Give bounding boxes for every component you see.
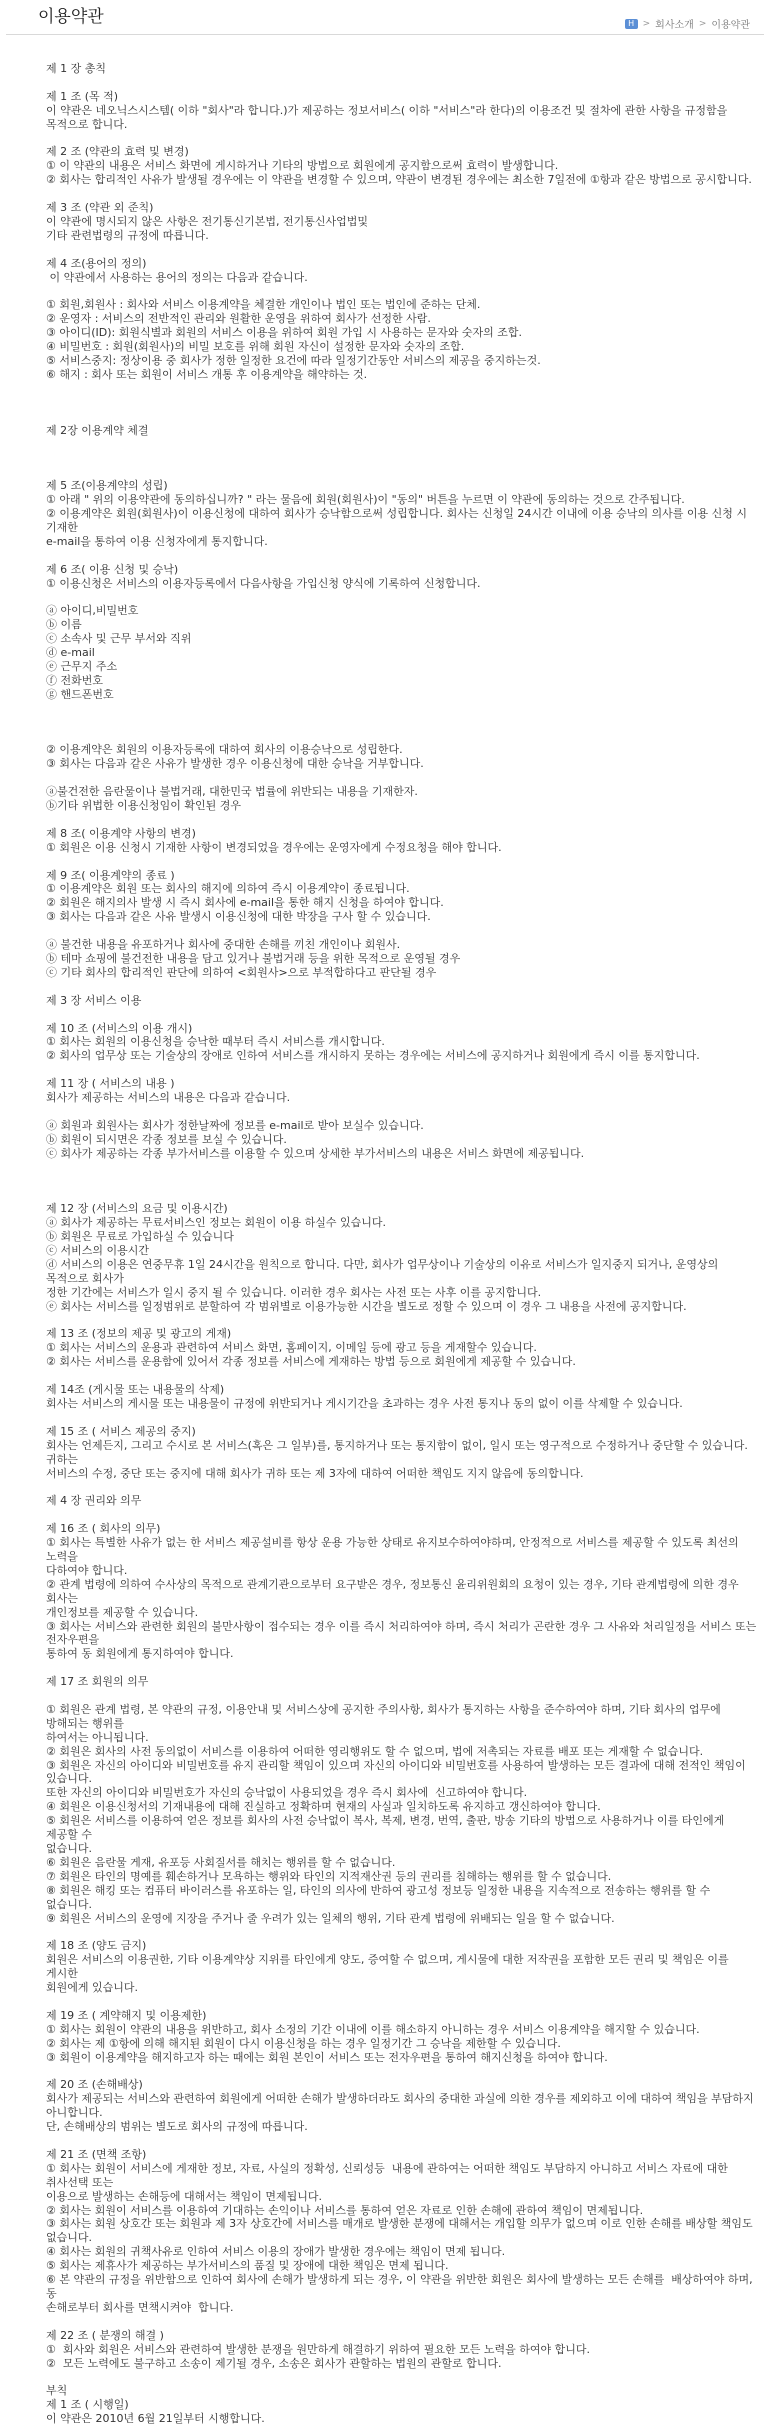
terms-line: ⑥ 본 약관의 규정을 위반함으로 인하여 회사에 손해가 발생하게 되는 경우, 이 약관을 위반한 회원은 회사에 발생하는 모든 손해를 배상하여야 하며, 동: [46, 2273, 757, 2300]
terms-line: 제 16 조 ( 회사의 의무): [46, 1522, 161, 1536]
terms-line: 제 21 조 (면책 조항): [46, 2147, 147, 2161]
terms-line: 제 20 조 (손해배상): [46, 2078, 143, 2092]
terms-line: ① 회사는 회원이 약관의 내용을 위반하고, 회사 소정의 기간 이내에 이를 해소하지 아니하는 경우 서비스 이용계약을 해지할 수 있습니다.: [46, 2022, 700, 2036]
terms-line: 제 18 조 (양도 금지): [46, 1939, 147, 1953]
terms-line: 제 9 조( 이용계약의 종료 ): [46, 868, 175, 882]
terms-line: ③ 회원은 자신의 아이디와 비밀번호를 유지 관리할 책임이 있으며 자신의 아이디와 비밀번호를 사용하여 발생하는 모든 결과에 대해 전적인 책임이 있습니다.: [46, 1758, 750, 1786]
terms-line: ⓑ 테마 쇼핑에 불건전한 내용을 담고 있거나 불법거래 등을 위한 목적으로 운영될 경우: [46, 952, 461, 965]
terms-line: ② 모든 노력에도 불구하고 소송이 제기될 경우, 소송은 회사가 관할하는 법원의 관할로 합니다.: [46, 2356, 502, 2370]
terms-line: [46, 1925, 758, 1939]
terms-line: 개인정보를 제공할 수 있습니다.: [46, 1605, 199, 1619]
page-title: 이용약관: [38, 7, 104, 27]
terms-line: ③ 회사는 회원 상호간 또는 회원과 제 3자 상호간에 서비스를 매개로 발생한 분쟁에 대해서는 개입할 의무가 없으며 이로 인한 손해를 배상할 책임도 없습니다.: [46, 2217, 757, 2245]
terms-line: ① 회원은 관계 법령, 본 약관의 규정, 이용안내 및 서비스상에 공지한 주의사항, 회사가 통지하는 사항을 준수하여야 하며, 기타 회사의 업무에 방해되는 행위를: [46, 1702, 725, 1730]
terms-line: ② 회사의 업무상 또는 기술상의 장애로 인하여 서비스를 개시하지 못하는 경우에는 서비스에 공지하거나 회원에게 즉시 이를 통지합니다.: [46, 1049, 700, 1063]
terms-line: 부칙: [46, 2384, 68, 2398]
terms-line: [46, 716, 758, 730]
terms-line: 하여서는 아니됩니다.: [46, 1730, 149, 1744]
terms-line: ⓐ 아이디,비밀번호: [46, 604, 139, 618]
terms-line: 회사가 제공하는 서비스의 내용은 다음과 같습니다.: [46, 1091, 291, 1105]
terms-line: [46, 1689, 758, 1703]
terms-line: ⑦ 회원은 타인의 명예를 훼손하거나 모욕하는 행위와 타인의 지적재산권 등의 권리를 침해하는 행위를 할 수 없습니다.: [46, 1869, 612, 1883]
terms-line: [46, 132, 758, 146]
terms-line: [46, 2065, 758, 2079]
terms-line: [46, 813, 758, 827]
terms-line: 제 5 조(이용계약의 성립): [46, 479, 168, 493]
terms-line: ⑤ 서비스중지: 정상이용 중 회사가 정한 일정한 요건에 따라 일정기간동안 서비스의 제공을 중지하는것.: [46, 354, 541, 368]
terms-line: ① 회사는 회원이 서비스에 게재한 정보, 자료, 사실의 정확성, 신뢰성등 내용에 관하여는 어떠한 책임도 부담하지 아니하고 서비스 자료에 대한 취사선택 또는: [46, 2161, 732, 2189]
terms-line: [46, 771, 758, 785]
terms-line: [46, 1188, 758, 1202]
terms-line: 제 10 조 (서비스의 이용 개시): [46, 1021, 193, 1035]
terms-line: 회원에게 있습니다.: [46, 1981, 139, 1995]
terms-line: ⑥ 회원은 음란물 게재, 유포등 사회질서를 해치는 행위를 할 수 없습니다.: [46, 1855, 396, 1869]
terms-line: ② 이용계약은 회원의 이용자등록에 대하여 회사의 이용승낙으로 성립한다.: [46, 743, 403, 757]
terms-line: 이용으로 발생하는 손해등에 대해서는 책임이 면제됩니다.: [46, 2189, 323, 2203]
terms-line: ① 이용계약은 회원 또는 회사의 해지에 의하여 즉시 이용계약이 종료됩니다.: [46, 882, 410, 896]
terms-line: 제 1 장 총칙: [46, 62, 106, 75]
terms-line: 회사가 제공되는 서비스와 관련하여 회원에게 어떠한 손해가 발생하더라도 회사의 중대한 과실에 의한 경우를 제외하고 이에 대하여 책임을 부담하지 아니합니다.: [46, 2092, 758, 2120]
terms-line: [46, 437, 758, 451]
terms-line: ⓔ 회사는 서비스를 일정범위로 분할하여 각 범위별로 이용가능한 시간을 별도로 정할 수 있으며 이 경우 그 내용을 사전에 공지합니다.: [46, 1299, 687, 1313]
terms-line: [46, 243, 758, 257]
terms-line: ④ 회사는 회원의 귀책사유로 인하여 서비스 이용의 장애가 발생한 경우에는 책임이 면제 됩니다.: [46, 2245, 506, 2259]
terms-line: 또한 자신의 아이디와 비밀번호가 자신의 승낙없이 사용되었을 경우 즉시 회사에 신고하여야 합니다.: [46, 1786, 528, 1800]
terms-line: 제 2장 이용계약 체결: [46, 423, 149, 437]
terms-line: [46, 1661, 758, 1675]
terms-line: ⑤ 회원은 서비스를 이용하여 얻은 정보를 회사의 사전 승낙없이 복사, 복제, 변경, 번역, 출판, 방송 기타의 방법으로 사용하거나 이를 타인에게 제공할 수: [46, 1814, 728, 1842]
terms-line: 이 약관은 네오닉스시스템( 이하 "회사"라 합니다.)가 제공하는 정보서비스( 이하 "서비스"라 한다)의 이용조건 및 절차에 관한 사항을 규정함을 목적으로 합니다.: [46, 103, 731, 131]
terms-line: [46, 76, 758, 90]
terms-line: ③ 아이디(ID): 회원식별과 회원의 서비스 이용을 위하여 회원 가입 시 사용하는 문자와 숫자의 조합.: [46, 326, 522, 340]
terms-line: ③ 회사는 다음과 같은 사유 발생시 이용신청에 대한 박장을 구사 할 수 있습니다.: [46, 910, 431, 924]
terms-line: [46, 730, 758, 744]
terms-line: 제 15 조 ( 서비스 제공의 중지): [46, 1424, 196, 1438]
terms-line: ② 회원은 회사의 사전 동의없이 서비스를 이용하여 어떠한 영리행위도 할 수 없으며, 법에 저촉되는 자료를 배포 또는 게재할 수 없습니다.: [46, 1744, 704, 1758]
terms-line: ⓑ 회원이 되시면은 각종 정보를 보실 수 있습니다.: [46, 1132, 287, 1146]
terms-line: ⓑ 회원은 무료로 가입하실 수 있습니다: [46, 1230, 234, 1244]
terms-line: ⓐ 회원과 회원사는 회사가 정한날짜에 정보를 e-mail로 받아 보실수 있습니다.: [46, 1118, 424, 1132]
terms-line: ② 관계 법령에 의하여 수사상의 목적으로 관계기관으로부터 요구받은 경우, 정보통신 윤리위원회의 요청이 있는 경우, 기타 관계법령에 의한 경우 회사는: [46, 1577, 743, 1605]
terms-line: [46, 410, 758, 424]
terms-line: 이 약관은 2010년 6월 21일부터 시행합니다.: [46, 2412, 265, 2426]
terms-line: [46, 1175, 758, 1189]
terms-line: ① 아래 " 위의 이용약관에 동의하십니까? " 라는 물음에 회원(회원사)이 "동의" 버튼을 누르면 이 약관에 동의하는 것으로 간주됩니다.: [46, 493, 685, 507]
terms-line: ⑤ 회사는 제휴사가 제공하는 부가서비스의 품질 및 장애에 대한 책임은 면제 됩니다.: [46, 2259, 449, 2273]
terms-line: [46, 465, 758, 479]
terms-line: 제 17 조 회원의 의무: [46, 1675, 149, 1689]
terms-line: ⓑ기타 위법한 이용신청임이 확인된 경우: [46, 799, 242, 813]
terms-line: 이 약관에 명시되지 않은 사항은 전기통신기본법, 전기통신사업법및: [46, 214, 369, 228]
terms-line: ① 이 약관의 내용은 서비스 화면에 게시하거나 기타의 방법으로 회원에게 공지함으로써 효력이 발생합니다.: [46, 159, 559, 173]
terms-line: 단, 손해배상의 범위는 별도로 회사의 규정에 따릅니다.: [46, 2120, 308, 2134]
terms-line: [46, 1508, 758, 1522]
terms-line: [46, 396, 758, 410]
terms-line: 제 4 조(용어의 정의): [46, 256, 147, 270]
terms-line: [46, 855, 758, 869]
terms-line: ④ 비밀번호 : 회원(회원사)의 비밀 보호를 위해 회원 자신이 설정한 문자와 숫자의 조합.: [46, 340, 465, 354]
terms-line: ② 회사는 서비스를 운용함에 있어서 각종 정보를 서비스에 게재하는 방법 등으로 회원에게 제공할 수 있습니다.: [46, 1355, 576, 1369]
terms-line: 없습니다.: [46, 1842, 93, 1855]
terms-line: ③ 회원이 이용계약을 해지하고자 하는 때에는 회원 본인이 서비스 또는 전자우편을 통하여 해지신청을 하여야 합니다.: [46, 2050, 608, 2064]
terms-line: ⓑ 이름: [46, 618, 82, 632]
terms-line: [46, 2315, 758, 2329]
terms-line: 정한 기간에는 서비스가 일시 중지 될 수 있습니다. 이러한 경우 회사는 사전 또는 사후 이를 공지합니다.: [46, 1285, 542, 1299]
terms-line: ① 회사는 서비스의 운용과 관련하여 서비스 화면, 홈페이지, 이메일 등에 광고 등을 게재할수 있습니다.: [46, 1341, 537, 1355]
terms-line: [46, 924, 758, 938]
terms-line: ① 회원은 이용 신청시 기재한 사항이 변경되었을 경우에는 운영자에게 수정요청을 해야 합니다.: [46, 840, 502, 854]
terms-line: [46, 2134, 758, 2148]
terms-line: 제 12 장 (서비스의 요금 및 이용시간): [46, 1202, 228, 1216]
terms-line: [46, 1161, 758, 1175]
terms-line: 회원은 서비스의 이용권한, 기타 이용계약상 지위를 타인에게 양도, 증여할 수 없으며, 게시물에 대한 저작권을 포함한 모든 권리 및 책임은 이를 게시한: [46, 1953, 733, 1981]
terms-line: ② 회사는 제 ①항에 의해 해지된 회원이 다시 이용신청을 하는 경우 일정기간 그 승낙을 제한할 수 있습니다.: [46, 2036, 561, 2050]
terms-line: ① 회사는 특별한 사유가 없는 한 서비스 제공설비를 항상 운용 가능한 상태로 유지보수하여야하며, 안정적으로 서비스를 제공할 수 있도록 최선의 노력을: [46, 1536, 743, 1563]
terms-content: [46, 62, 758, 2426]
terms-line: ⑥ 해지 : 회사 또는 회원이 서비스 개통 후 이용계약을 해약하는 것.: [46, 367, 368, 381]
terms-line: 다하여야 합니다.: [46, 1563, 128, 1577]
terms-line: [46, 980, 758, 994]
terms-line: 회사는 서비스의 게시물 또는 내용물이 규정에 위반되거나 게시기간을 초과하는 경우 사전 통지나 동의 없이 이를 삭제할 수 있습니다.: [46, 1397, 683, 1410]
terms-line: ① 회사는 회원의 이용신청을 승낙한 때부터 즉시 서비스를 개시합니다.: [46, 1035, 385, 1049]
terms-line: [46, 187, 758, 201]
terms-line: 제 6 조( 이용 신청 및 승낙): [46, 562, 179, 576]
terms-line: ⑧ 회원은 해킹 또는 컴퓨터 바이러스를 유포하는 일, 타인의 의사에 반하여 광고성 정보등 일정한 내용을 지속적으로 전송하는 행위를 할 수 없습니다.: [46, 1883, 714, 1911]
chevron-right-icon: >: [642, 18, 651, 29]
home-icon[interactable]: H: [625, 19, 638, 29]
terms-line: 제 4 장 권리와 의무: [46, 1494, 142, 1508]
terms-line: [46, 1105, 758, 1119]
chevron-right-icon: >: [698, 18, 707, 29]
breadcrumb-current: 이용약관: [711, 20, 750, 31]
terms-line: 제 22 조 ( 분쟁의 해결 ): [46, 2328, 164, 2342]
terms-line: ① 회원,회원사 : 회사와 서비스 이용계약을 체결한 개인이나 법인 또는 법인에 준하는 단체.: [46, 298, 481, 312]
terms-line: ⓐ 불건한 내용을 유포하거나 회사에 중대한 손해를 끼친 개인이나 회원사.: [46, 938, 401, 952]
terms-line: [46, 702, 758, 716]
terms-line: 제 1 조 ( 시행일): [46, 2398, 129, 2412]
terms-line: 이 약관에서 사용하는 용어의 정의는 다음과 같습니다.: [46, 270, 308, 284]
terms-line: [46, 1480, 758, 1494]
terms-line: [46, 1411, 758, 1425]
terms-line: ① 이용신청은 서비스의 이용자등록에서 다음사항을 가입신청 양식에 기록하여 신청합니다.: [46, 576, 481, 590]
terms-line: ⓔ 근무지 주소: [46, 659, 118, 673]
terms-line: 제 19 조 ( 계약해지 및 이용제한): [46, 2008, 207, 2022]
terms-line: ④ 회원은 이용신청서의 기재내용에 대해 진실하고 정확하며 현재의 사실과 일치하도록 유지하고 갱신하여야 합니다.: [46, 1800, 601, 1814]
terms-line: e-mail을 통하여 이용 신청자에게 통지합니다.: [46, 534, 268, 548]
terms-line: ⓕ 전화번호: [46, 673, 104, 687]
terms-line: 손해로부터 회사를 면책시켜야 합니다.: [46, 2300, 234, 2314]
terms-line: ⓐ불건전한 음란물이나 불법거래, 대한민국 법률에 위반되는 내용을 기재한자.: [46, 785, 418, 799]
breadcrumb: [625, 16, 750, 31]
terms-line: ③ 회사는 다음과 같은 사유가 발생한 경우 이용신청에 대한 승낙을 거부합니다.: [46, 757, 424, 771]
terms-line: 서비스의 수정, 중단 또는 중지에 대해 회사가 귀하 또는 제 3자에 대하여 어떠한 책임도 지지 않음에 동의합니다.: [46, 1466, 584, 1480]
terms-line: [46, 285, 758, 299]
terms-line: 제 1 조 (목 적): [46, 89, 119, 103]
terms-line: 제 11 장 ( 서비스의 내용 ): [46, 1077, 175, 1091]
terms-line: [46, 549, 758, 563]
terms-line: ② 회사는 회원이 서비스를 이용하여 기대하는 손익이나 서비스를 통하여 얻은 자료로 인한 손해에 관하여 책임이 면제됩니다.: [46, 2203, 644, 2217]
terms-line: ⓓ e-mail: [46, 646, 95, 660]
terms-line: 제 3 장 서비스 이용: [46, 993, 142, 1007]
terms-line: 회사는 언제든지, 그리고 수시로 본 서비스(혹은 그 일부)를, 통지하거나 또는 통지함이 없이, 일시 또는 영구적으로 수정하거나 중단할 수 있습니다. 귀하는: [46, 1438, 752, 1466]
terms-line: [46, 1995, 758, 2009]
terms-line: [46, 382, 758, 396]
terms-line: ⑨ 회원은 서비스의 운영에 지장을 주거나 줄 우려가 있는 일체의 행위, 기타 관계 법령에 위배되는 일을 할 수 없습니다.: [46, 1911, 615, 1925]
terms-line: 제 2 조 (약관의 효력 및 변경): [46, 145, 189, 159]
terms-line: 제 13 조 (정보의 제공 및 광고의 게재): [46, 1327, 232, 1341]
breadcrumb-link-company[interactable]: 회사소개: [655, 20, 694, 31]
terms-line: [46, 2370, 758, 2384]
terms-line: [46, 1369, 758, 1383]
terms-line: ⓖ 핸드폰번호: [46, 687, 114, 701]
terms-line: 통하여 동 회원에게 통지하여야 합니다.: [46, 1647, 234, 1661]
terms-line: 제 8 조( 이용계약 사항의 변경): [46, 826, 196, 840]
terms-line: ② 이용계약은 회원(회원사)이 이용신청에 대하여 회사가 승낙함으로써 성립합니다. 회사는 신청일 24시간 이내에 이용 승낙의 의사를 이용 신청 시 기재한: [46, 507, 751, 534]
terms-line: 제 14조 (게시물 또는 내용물의 삭제): [46, 1383, 225, 1397]
terms-line: ① 회사와 회원은 서비스와 관련하여 발생한 분쟁을 원만하게 해결하기 위하여 필요한 모든 노력을 하여야 합니다.: [46, 2342, 590, 2356]
terms-line: ⓒ 기타 회사의 합리적인 판단에 의하여 <회원사>으로 부적합하다고 판단될 경우: [46, 965, 437, 979]
terms-line: ⓒ 회사가 제공하는 각종 부가서비스를 이용할 수 있으며 상세한 부가서비스의 내용은 서비스 화면에 제공됩니다.: [46, 1146, 585, 1160]
terms-line: [46, 1314, 758, 1328]
page-header: [6, 0, 764, 35]
terms-line: ⓒ 서비스의 이용시간: [46, 1244, 150, 1258]
terms-line: ⓐ 회사가 제공하는 무료서비스인 정보는 회원이 이용 하실수 있습니다.: [46, 1216, 386, 1230]
terms-line: ② 회원은 해지의사 발생 시 즉시 회사에 e-mail을 통한 해지 신청을 하여야 합니다.: [46, 896, 444, 910]
terms-line: ⓓ 서비스의 이용은 연중무휴 1일 24시간을 원칙으로 합니다. 다만, 회사가 업무상이나 기술상의 이유로 서비스가 일지중지 되거나, 운영상의 목적으로 회사가: [46, 1257, 722, 1285]
terms-line: ② 회사는 합리적인 사유가 발생될 경우에는 이 약관을 변경할 수 있으며, 약관이 변경된 경우에는 최소한 7일전에 ①항과 같은 방법으로 공시합니다.: [46, 173, 752, 187]
terms-line: ③ 회사는 서비스와 관련한 회원의 불만사항이 접수되는 경우 이를 즉시 처리하여야 하며, 즉시 처리가 곤란한 경우 그 사유와 처리일정을 서비스 또는 전자우편을: [46, 1619, 760, 1647]
terms-line: ⓒ 소속사 및 근무 부서와 직위: [46, 632, 192, 646]
terms-line: [46, 451, 758, 465]
terms-line: 기타 관련법령의 규정에 따릅니다.: [46, 228, 209, 242]
terms-line: 제 3 조 (약관 외 준칙): [46, 201, 154, 215]
terms-line: [46, 590, 758, 604]
terms-line: [46, 1063, 758, 1077]
terms-line: ② 운영자 : 서비스의 전반적인 관리와 원활한 운영을 위하여 회사가 선정한 사람.: [46, 312, 431, 326]
terms-line: [46, 1008, 758, 1022]
